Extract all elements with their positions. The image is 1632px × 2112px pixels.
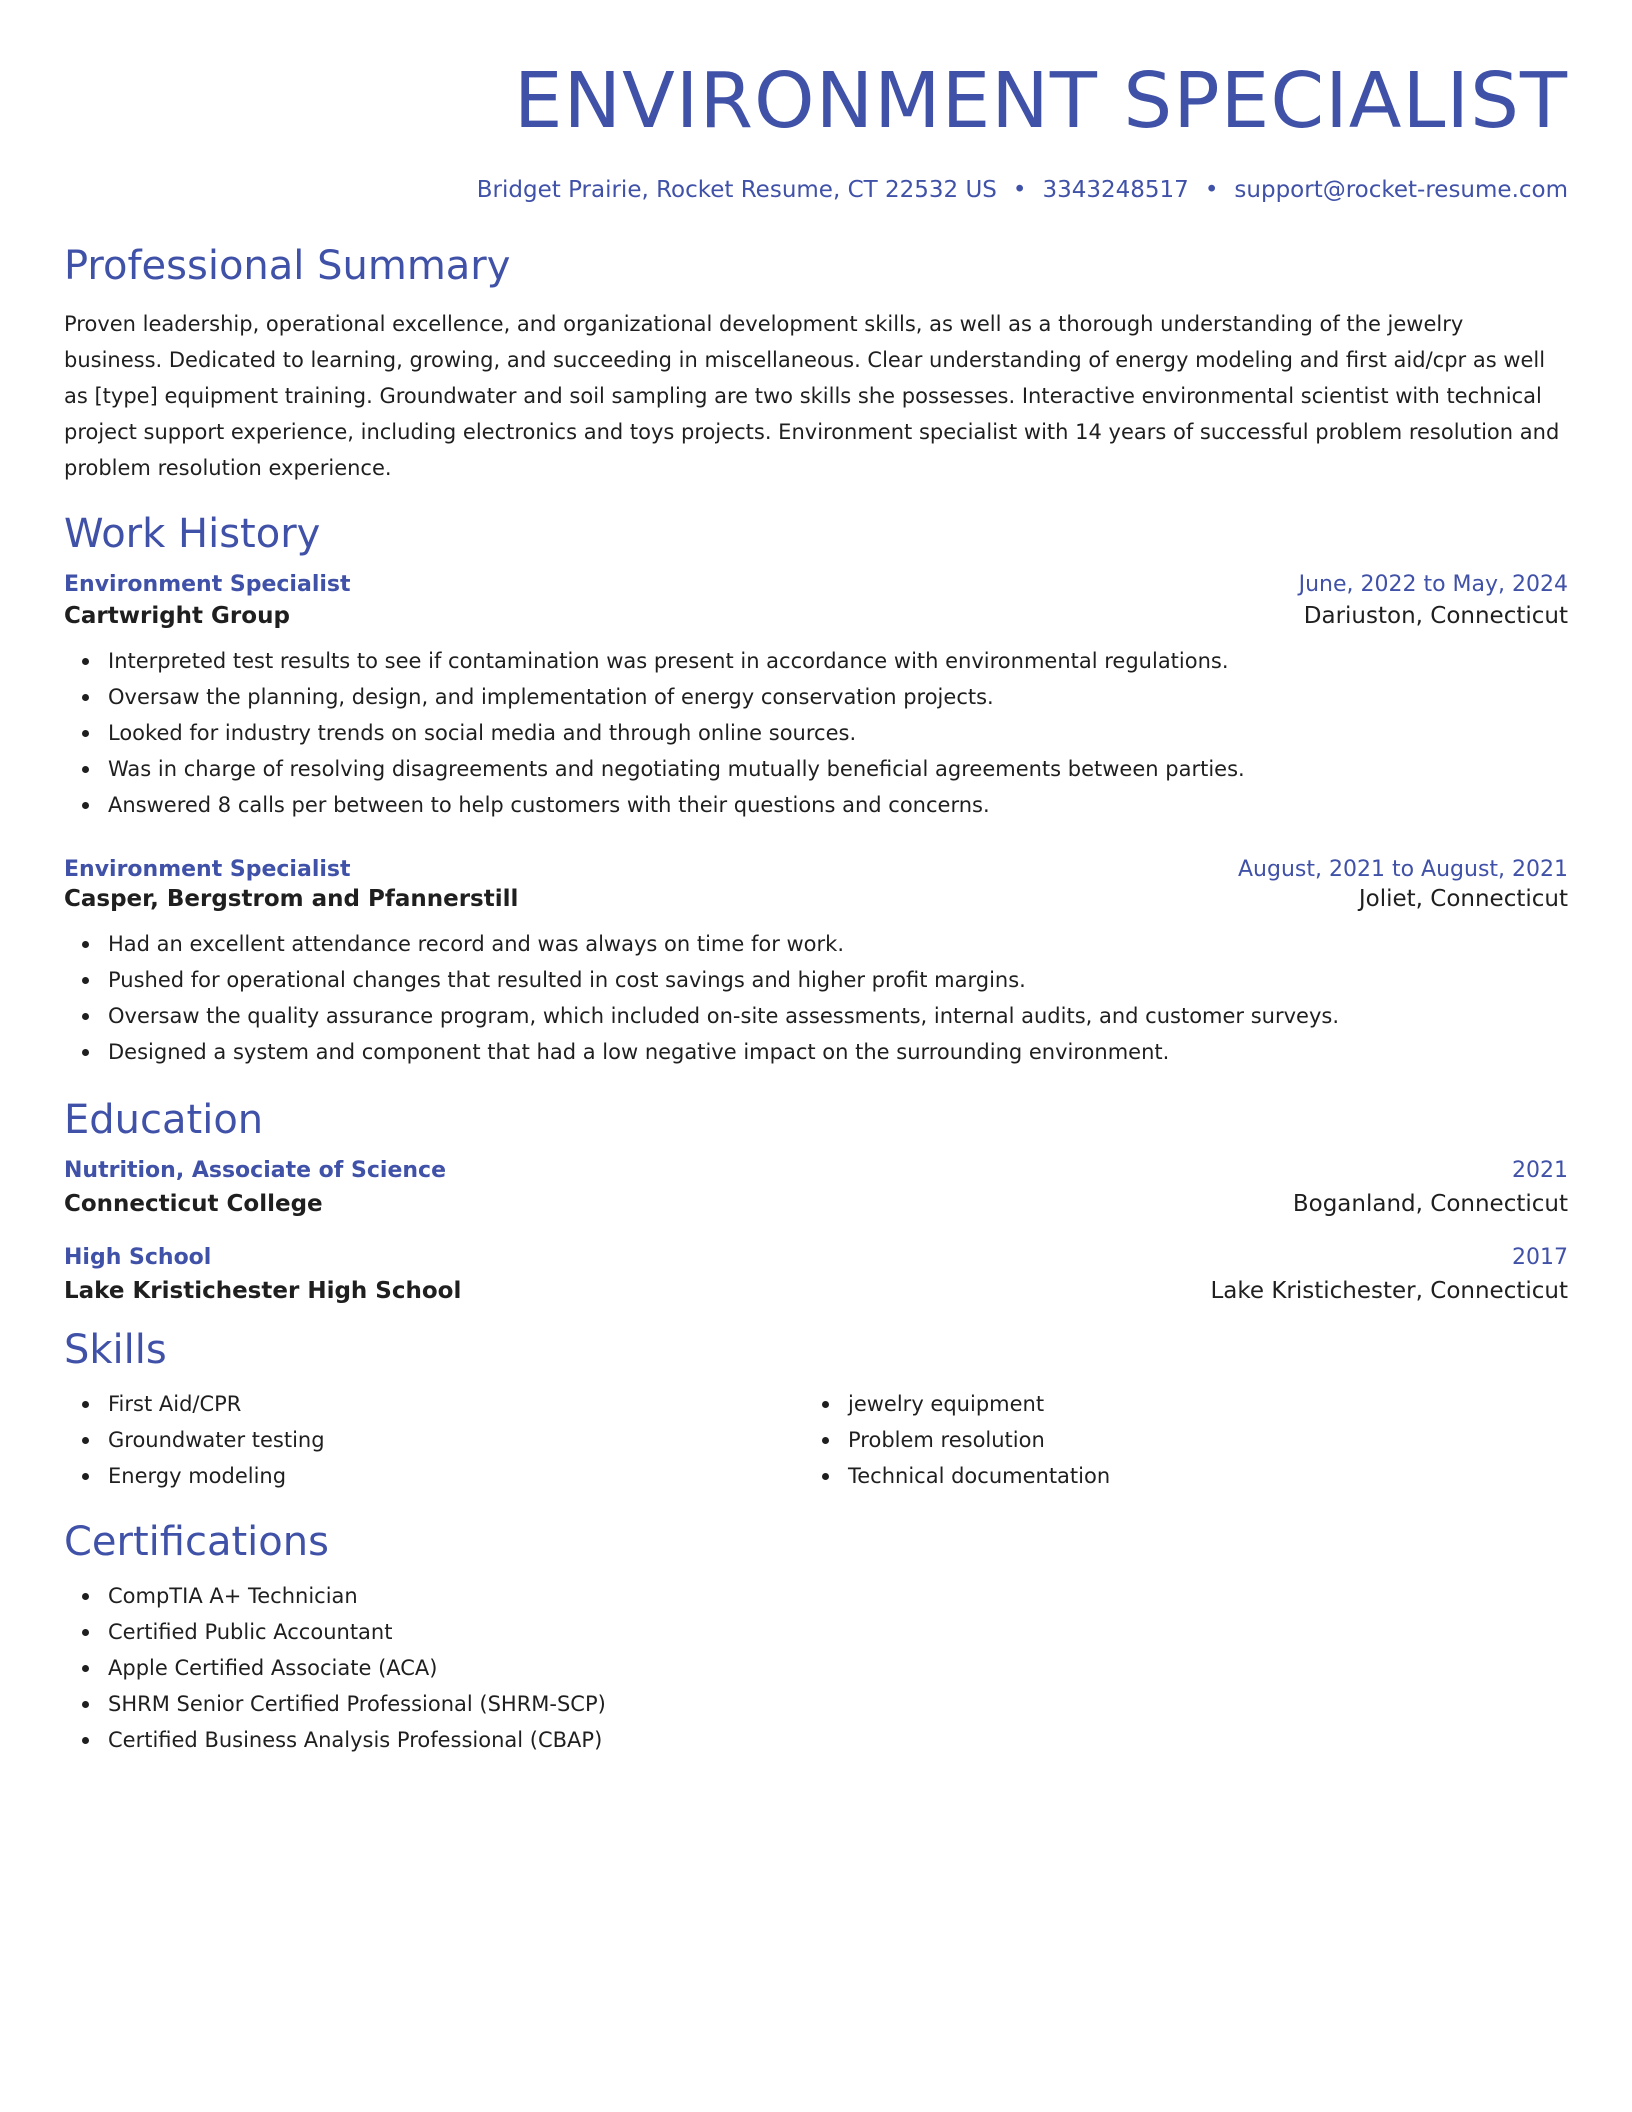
education-degree: Nutrition, Associate of Science <box>64 1158 447 1183</box>
job-dates: August, 2021 to August, 2021 <box>1238 857 1568 882</box>
contact-separator: • <box>1204 177 1219 203</box>
skills-grid <box>64 1386 1568 1494</box>
list-item: Designed a system and component that had a low negative impact on the surrounding environment. <box>108 1034 1568 1070</box>
resume-title: ENVIRONMENT SPECIALIST <box>513 57 1568 146</box>
section-title-work: Work History <box>64 511 321 557</box>
list-item: CompTIA A+ Technician <box>108 1578 1568 1614</box>
list-item: Certified Public Accountant <box>108 1614 1568 1650</box>
list-item: Answered 8 calls per between to help customers with their questions and concerns. <box>108 787 1568 823</box>
skills-column-left <box>64 1386 804 1494</box>
list-item: Technical documentation <box>848 1458 1544 1494</box>
list-item: First Aid/CPR <box>108 1386 804 1422</box>
certifications-list <box>64 1578 1568 1758</box>
list-item: jewelry equipment <box>848 1386 1544 1422</box>
job-bullets <box>64 926 1568 1070</box>
job-title: Environment Specialist <box>64 857 351 882</box>
list-item: Energy modeling <box>108 1458 804 1494</box>
section-title-summary: Professional Summary <box>64 243 511 289</box>
list-item: Interpreted test results to see if contamination was present in accordance with environmental regulations. <box>108 643 1568 679</box>
skills-column-right <box>804 1386 1544 1494</box>
list-item: Oversaw the planning, design, and implementation of energy conservation projects. <box>108 679 1568 715</box>
education-degree: High School <box>64 1245 212 1270</box>
job-title-row <box>64 857 1568 882</box>
education-location: Lake Kristichester, Connecticut <box>1210 1278 1568 1304</box>
list-item: Certified Business Analysis Professional (CBAP) <box>108 1722 1568 1758</box>
contact-separator: • <box>1012 177 1027 203</box>
job-company: Cartwright Group <box>64 603 290 629</box>
summary-text: Proven leadership, operational excellence, and organizational development skills, as well as a thorough understanding of the jewelry business. Dedicated to learning, growing, and succeeding in miscellaneous. Clear understanding of energy modeling and first aid/cpr as well as [type] equipment training. Groundwater and soil sampling are two skills she possesses. Interactive environmental scientist with technical project support experience, including electronics and toys projects. Environment specialist with 14 years of successful problem resolution and problem resolution experience. <box>64 312 1560 480</box>
job-title: Environment Specialist <box>64 572 351 597</box>
list-item: Apple Certified Associate (ACA) <box>108 1650 1568 1686</box>
education-school: Lake Kristichester High School <box>64 1278 462 1304</box>
education-entry <box>64 1245 1568 1304</box>
list-item: Pushed for operational changes that resulted in cost savings and higher profit margins. <box>108 962 1568 998</box>
education-degree-row <box>64 1158 1568 1183</box>
section-title-skills: Skills <box>64 1327 167 1373</box>
education-year: 2021 <box>1512 1158 1568 1183</box>
list-item: Oversaw the quality assurance program, which included on-site assessments, internal audits, and customer surveys. <box>108 998 1568 1034</box>
education-degree-row <box>64 1245 1568 1270</box>
education-entry <box>64 1158 1568 1217</box>
education-school-row <box>64 1191 1568 1217</box>
list-item: Groundwater testing <box>108 1422 804 1458</box>
skills-list <box>804 1386 1544 1494</box>
contact-phone: 3343248517 <box>1042 177 1189 203</box>
job-title-row <box>64 572 1568 597</box>
job-entry <box>64 572 1568 823</box>
list-item: Looked for industry trends on social media and through online sources. <box>108 715 1568 751</box>
contact-address: Bridget Prairie, Rocket Resume, CT 22532 US <box>476 177 997 203</box>
list-item: Problem resolution <box>848 1422 1544 1458</box>
education-location: Boganland, Connecticut <box>1292 1191 1568 1217</box>
job-bullets <box>64 643 1568 823</box>
contact-line <box>64 174 1568 206</box>
list-item: SHRM Senior Certified Professional (SHRM-SCP) <box>108 1686 1568 1722</box>
education-school: Connecticut College <box>64 1191 323 1217</box>
job-location: Dariuston, Connecticut <box>1303 603 1568 629</box>
job-company-row <box>64 886 1568 912</box>
list-item: Was in charge of resolving disagreements and negotiating mutually beneficial agreements between parties. <box>108 751 1568 787</box>
job-dates: June, 2022 to May, 2024 <box>1298 572 1568 597</box>
list-item: Had an excellent attendance record and was always on time for work. <box>108 926 1568 962</box>
section-title-certifications: Certifications <box>64 1519 329 1565</box>
job-company-row <box>64 603 1568 629</box>
education-school-row <box>64 1278 1568 1304</box>
section-title-education: Education <box>64 1097 264 1143</box>
skills-list <box>64 1386 804 1494</box>
contact-email: support@rocket-resume.com <box>1234 177 1568 203</box>
education-year: 2017 <box>1512 1245 1568 1270</box>
job-company: Casper, Bergstrom and Pfannerstill <box>64 886 519 912</box>
job-location: Joliet, Connecticut <box>1358 886 1568 912</box>
job-entry <box>64 857 1568 1070</box>
